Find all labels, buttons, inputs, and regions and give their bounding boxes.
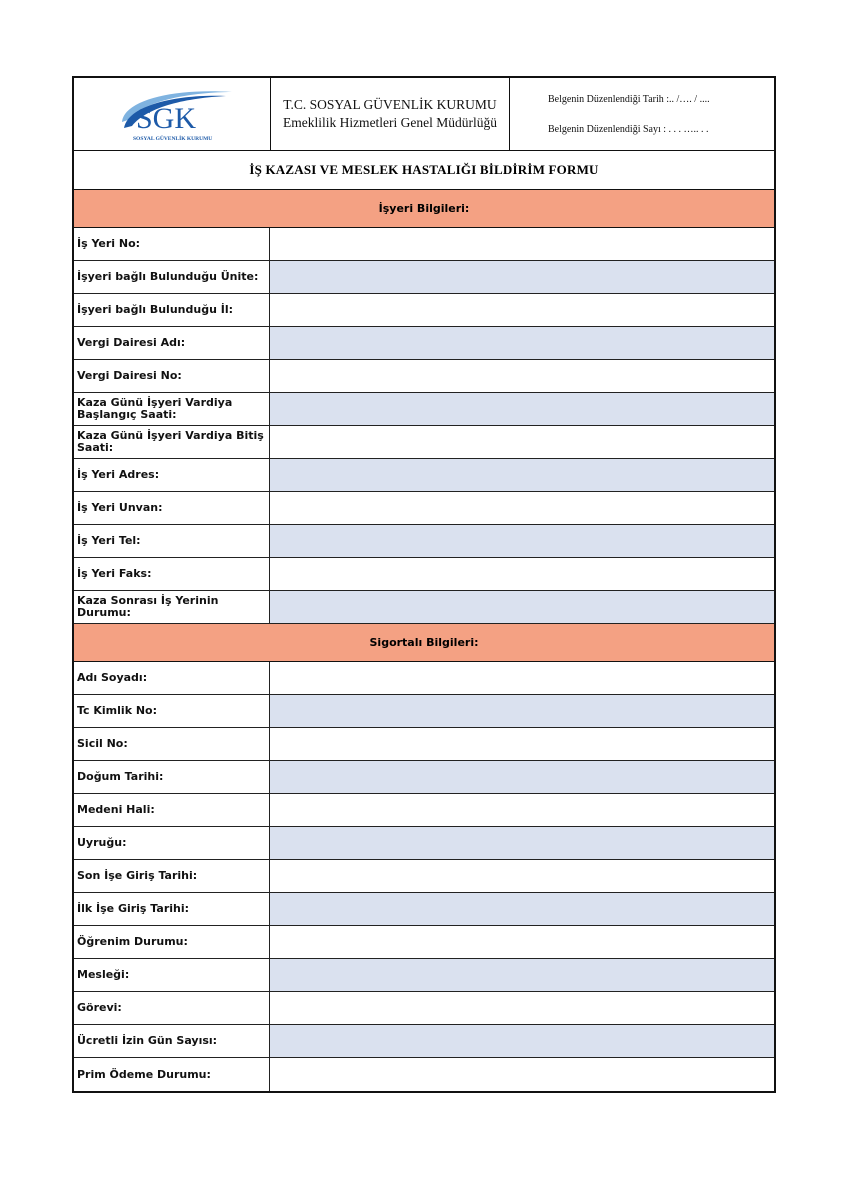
field-value[interactable] — [270, 761, 774, 793]
form-row — [74, 860, 774, 893]
field-label: Kaza Günü İşyeri Vardiya Başlangıç Saati: — [74, 393, 270, 425]
field-value[interactable] — [270, 294, 774, 326]
form-row — [74, 794, 774, 827]
form-row — [74, 426, 774, 459]
form-row — [74, 959, 774, 992]
org-line1: T.C. SOSYAL GÜVENLİK KURUMU — [283, 97, 497, 112]
field-label: İş Yeri Adres: — [74, 459, 270, 491]
logo-text: SGK — [136, 102, 197, 135]
field-label: Ücretli İzin Gün Sayısı: — [74, 1025, 270, 1057]
sgk-logo-icon — [114, 84, 264, 144]
field-label: Öğrenim Durumu: — [74, 926, 270, 958]
field-label: Medeni Hali: — [74, 794, 270, 826]
field-label: Adı Soyadı: — [74, 662, 270, 694]
org-cell — [271, 78, 510, 150]
field-value[interactable] — [270, 525, 774, 557]
field-value[interactable] — [270, 992, 774, 1024]
form-row — [74, 492, 774, 525]
form-row — [74, 761, 774, 794]
field-label: Prim Ödeme Durumu: — [74, 1058, 270, 1091]
field-label: Tc Kimlik No: — [74, 695, 270, 727]
field-value[interactable] — [270, 459, 774, 491]
field-label: Görevi: — [74, 992, 270, 1024]
date-label: Belgenin Düzenlendiği Tarih :.. /…. / .... — [548, 93, 710, 105]
field-label: Vergi Dairesi Adı: — [74, 327, 270, 359]
form-row — [74, 992, 774, 1025]
form-row — [74, 827, 774, 860]
field-label: Kaza Günü İşyeri Vardiya Bitiş Saati: — [74, 426, 270, 458]
form-row — [74, 662, 774, 695]
field-label: İş Yeri No: — [74, 228, 270, 260]
field-value[interactable] — [270, 827, 774, 859]
field-value[interactable] — [270, 1025, 774, 1057]
logo-cell — [74, 78, 271, 150]
field-value[interactable] — [270, 695, 774, 727]
form-row — [74, 893, 774, 926]
bildirim-form — [72, 76, 776, 1093]
section-header: Sigortalı Bilgileri: — [74, 624, 774, 662]
field-label: Mesleği: — [74, 959, 270, 991]
field-value[interactable] — [270, 794, 774, 826]
field-label: Sicil No: — [74, 728, 270, 760]
form-row — [74, 558, 774, 591]
form-row — [74, 261, 774, 294]
form-row — [74, 728, 774, 761]
form-row — [74, 525, 774, 558]
field-value[interactable] — [270, 327, 774, 359]
field-value[interactable] — [270, 261, 774, 293]
field-label: İş Yeri Tel: — [74, 525, 270, 557]
field-label: Vergi Dairesi No: — [74, 360, 270, 392]
field-value[interactable] — [270, 492, 774, 524]
form-title: İŞ KAZASI VE MESLEK HASTALIĞI BİLDİRİM FORMU — [74, 151, 774, 190]
form-row — [74, 393, 774, 426]
field-value[interactable] — [270, 426, 774, 458]
field-value[interactable] — [270, 228, 774, 260]
field-value[interactable] — [270, 591, 774, 623]
field-value[interactable] — [270, 360, 774, 392]
field-value[interactable] — [270, 893, 774, 925]
field-value[interactable] — [270, 393, 774, 425]
field-label: İş Yeri Faks: — [74, 558, 270, 590]
form-row — [74, 459, 774, 492]
field-value[interactable] — [270, 558, 774, 590]
field-label: Son İşe Giriş Tarihi: — [74, 860, 270, 892]
form-row — [74, 695, 774, 728]
field-value[interactable] — [270, 926, 774, 958]
field-label: İşyeri bağlı Bulunduğu Ünite: — [74, 261, 270, 293]
field-value[interactable] — [270, 959, 774, 991]
field-label: İlk İşe Giriş Tarihi: — [74, 893, 270, 925]
field-label: Uyruğu: — [74, 827, 270, 859]
field-label: Doğum Tarihi: — [74, 761, 270, 793]
form-row — [74, 327, 774, 360]
field-value[interactable] — [270, 1058, 774, 1091]
org-line2: Emeklilik Hizmetleri Genel Müdürlüğü — [282, 115, 498, 130]
section-header: İşyeri Bilgileri: — [74, 190, 774, 228]
form-row — [74, 591, 774, 624]
field-value[interactable] — [270, 662, 774, 694]
meta-cell — [510, 78, 774, 150]
form-header — [74, 78, 774, 151]
field-label: İşyeri bağlı Bulunduğu İl: — [74, 294, 270, 326]
form-row — [74, 360, 774, 393]
form-row — [74, 228, 774, 261]
field-label: İş Yeri Unvan: — [74, 492, 270, 524]
field-label: Kaza Sonrası İş Yerinin Durumu: — [74, 591, 270, 623]
form-row — [74, 1058, 774, 1091]
number-label: Belgenin Düzenlendiği Sayı : . . . ….. . . — [548, 123, 709, 135]
form-row — [74, 1025, 774, 1058]
field-value[interactable] — [270, 728, 774, 760]
field-value[interactable] — [270, 860, 774, 892]
form-row — [74, 926, 774, 959]
form-sections — [74, 190, 774, 1091]
form-row — [74, 294, 774, 327]
logo-subtext: SOSYAL GÜVENLİK KURUMU — [133, 136, 213, 142]
